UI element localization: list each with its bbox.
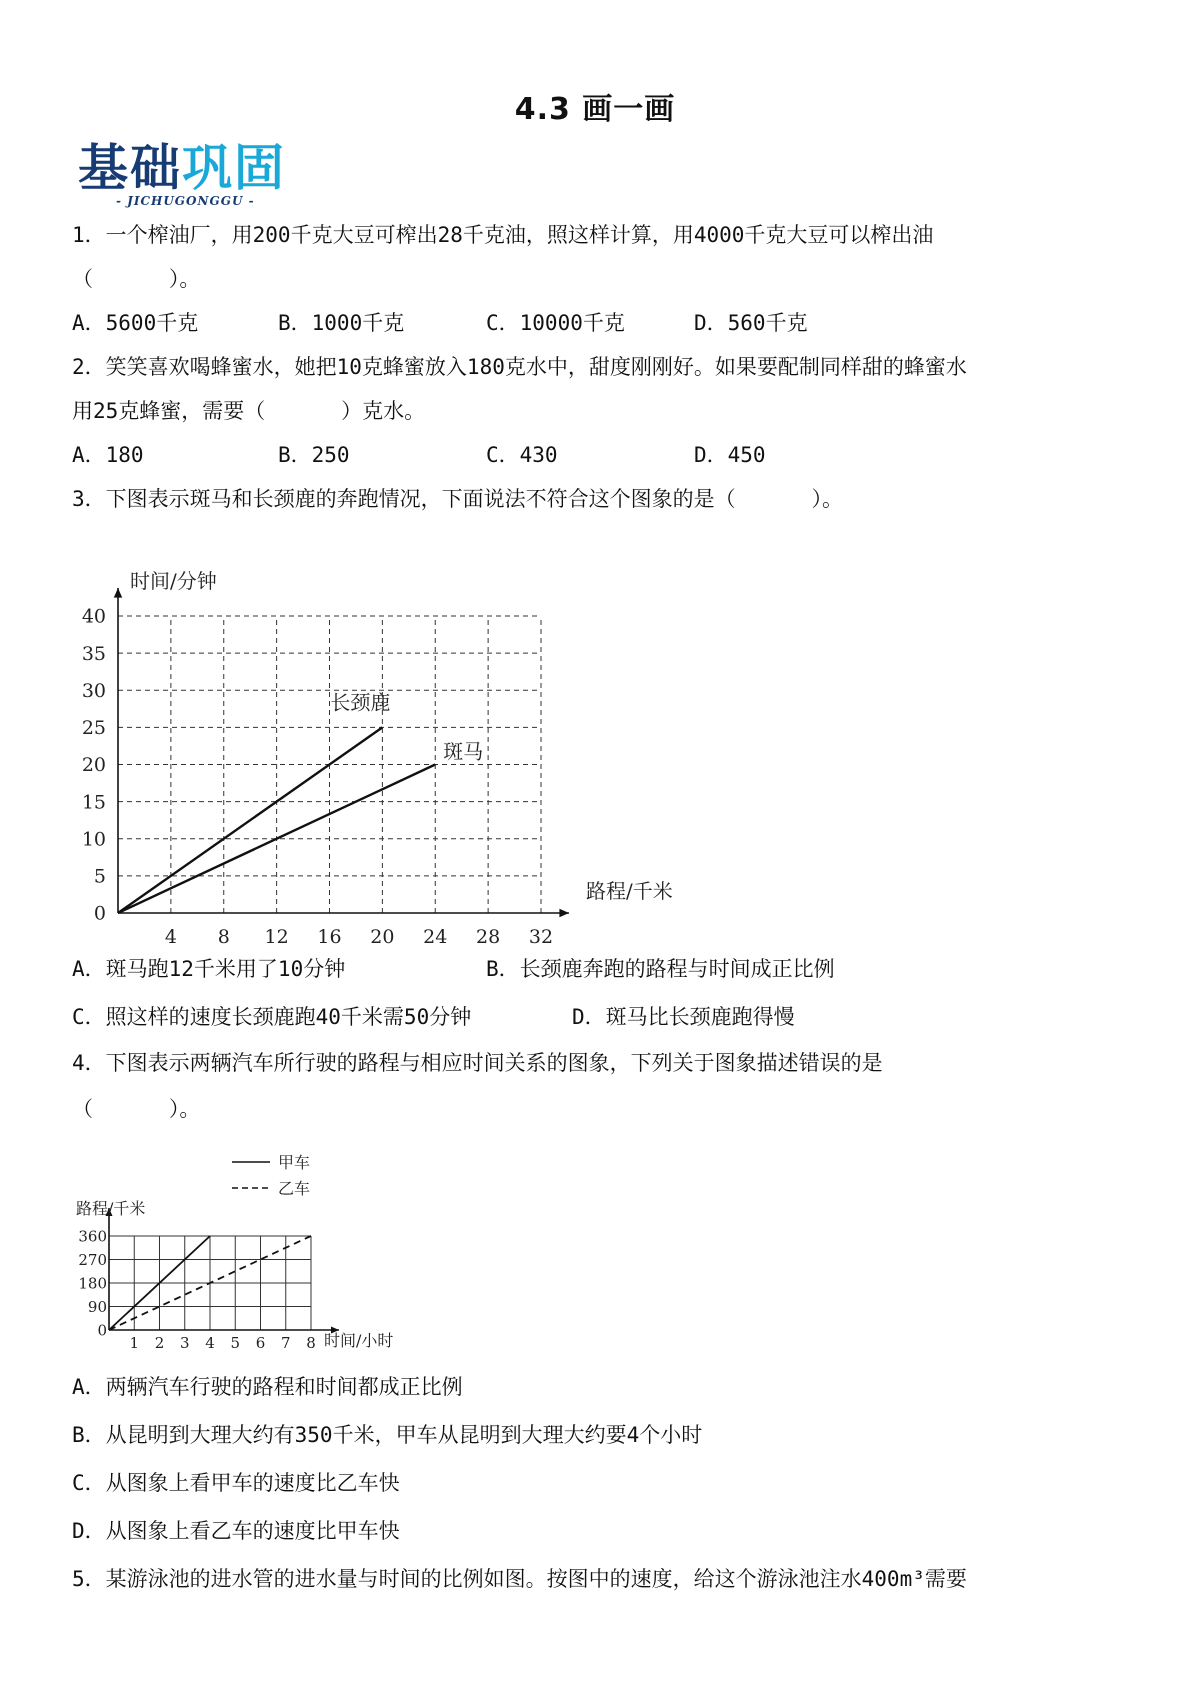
page-title: 4.3 画一画 [514, 92, 676, 127]
y-tick-label-90: 90 [87, 1297, 107, 1316]
x-tick-label-3: 3 [179, 1334, 190, 1352]
q3-stem: 3．下图表示斑马和长颈鹿的奔跑情况，下面说法不符合这个图象的是（ ）。 [72, 487, 843, 511]
x-axis-arrow [559, 909, 569, 917]
x-tick-label-7: 7 [280, 1334, 291, 1352]
x-tick-label-12: 12 [264, 926, 289, 946]
section-logo [78, 140, 286, 208]
q1-option-a: A．5600千克 [72, 311, 199, 335]
x-axis-title: 路程/千米 [586, 879, 673, 903]
y-tick-label-0: 0 [97, 1321, 107, 1340]
y-axis-arrow [114, 588, 122, 598]
x-axis-title: 时间/小时 [324, 1331, 394, 1350]
q1-stem-line2: （ ）。 [72, 267, 201, 291]
x-tick-label-28: 28 [476, 926, 501, 946]
q4-option-a: A．两辆汽车行驶的路程和时间都成正比例 [72, 1375, 463, 1399]
y-axis-title: 路程/千米 [76, 1199, 146, 1218]
logo-subtitle: - JICHUGONGGU - [116, 194, 255, 208]
x-tick-label-8: 8 [217, 926, 230, 946]
y-tick-label-30: 30 [81, 679, 106, 702]
series-label-1: 斑马 [443, 739, 484, 764]
q4-stem-line1: 4．下图表示两辆汽车所行驶的路程与相应时间关系的图象，下列关于图象描述错误的是 [72, 1051, 883, 1075]
x-tick-label-4: 4 [205, 1334, 215, 1352]
series-line-0 [118, 727, 382, 913]
x-tick-label-24: 24 [423, 926, 448, 946]
two-cars-chart [72, 1152, 452, 1352]
legend-label-0: 甲车 [278, 1153, 311, 1172]
y-tick-label-360: 360 [78, 1227, 107, 1246]
y-tick-label-5: 5 [93, 865, 106, 888]
y-tick-label-15: 15 [81, 791, 106, 814]
q1-option-c: C．10000千克 [486, 311, 625, 335]
q3-option-c: C．照这样的速度长颈鹿跑40千米需50分钟 [72, 1005, 472, 1029]
y-axis-title: 时间/分钟 [130, 569, 217, 593]
x-tick-label-1: 1 [129, 1334, 140, 1352]
q4-option-b: B．从昆明到大理大约有350千米，甲车从昆明到大理大约要4个小时 [72, 1423, 703, 1447]
x-tick-label-4: 4 [164, 926, 177, 946]
x-tick-label-20: 20 [370, 926, 395, 946]
y-tick-label-270: 270 [78, 1250, 107, 1269]
q1-option-d: D．560千克 [694, 311, 808, 335]
q1-stem-line1: 1．一个榨油厂，用200千克大豆可榨出28千克油，照这样计算，用4000千克大豆可以榨出油 [72, 223, 934, 247]
q5-stem: 5．某游泳池的进水管的进水量与时间的比例如图。按图中的速度，给这个游泳池注水400m³需要 [72, 1567, 967, 1591]
q3-option-d: D．斑马比长颈鹿跑得慢 [572, 1005, 795, 1029]
zebra-giraffe-chart [72, 556, 692, 946]
q2-stem-line2: 用25克蜂蜜，需要（ ）克水。 [72, 399, 426, 423]
logo-part2: 巩固 [182, 139, 286, 197]
q1-option-b: B．1000千克 [278, 311, 405, 335]
q4-option-d: D．从图象上看乙车的速度比甲车快 [72, 1519, 400, 1543]
legend-label-1: 乙车 [278, 1179, 311, 1198]
y-tick-label-10: 10 [81, 828, 106, 851]
x-tick-label-6: 6 [255, 1334, 266, 1352]
y-tick-label-35: 35 [81, 642, 106, 665]
q2-option-b: B．250 [278, 443, 350, 467]
y-tick-label-180: 180 [78, 1274, 107, 1293]
y-tick-label-40: 40 [81, 605, 106, 628]
x-tick-label-2: 2 [154, 1334, 165, 1352]
q4-stem-line2: （ ）。 [72, 1097, 201, 1121]
q3-option-b: B．长颈鹿奔跑的路程与时间成正比例 [486, 957, 835, 981]
series-label-0: 长颈鹿 [330, 690, 391, 715]
q2-stem-line1: 2．笑笑喜欢喝蜂蜜水，她把10克蜂蜜放入180克水中，甜度刚刚好。如果要配制同样甜的蜂蜜水 [72, 355, 967, 379]
y-tick-label-20: 20 [81, 754, 106, 777]
q3-option-a: A．斑马跑12千米用了10分钟 [72, 957, 346, 981]
y-tick-label-0: 0 [93, 902, 106, 925]
q2-option-d: D．450 [694, 443, 766, 467]
y-tick-label-25: 25 [81, 717, 106, 740]
x-tick-label-5: 5 [230, 1334, 241, 1352]
logo-part1: 基础 [78, 139, 182, 197]
x-tick-label-32: 32 [528, 926, 554, 946]
q2-option-c: C．430 [486, 443, 558, 467]
x-tick-label-8: 8 [306, 1334, 316, 1352]
q2-option-a: A．180 [72, 443, 144, 467]
logo-text [78, 140, 286, 196]
x-tick-label-16: 16 [317, 926, 342, 946]
q4-option-c: C．从图象上看甲车的速度比乙车快 [72, 1471, 400, 1495]
